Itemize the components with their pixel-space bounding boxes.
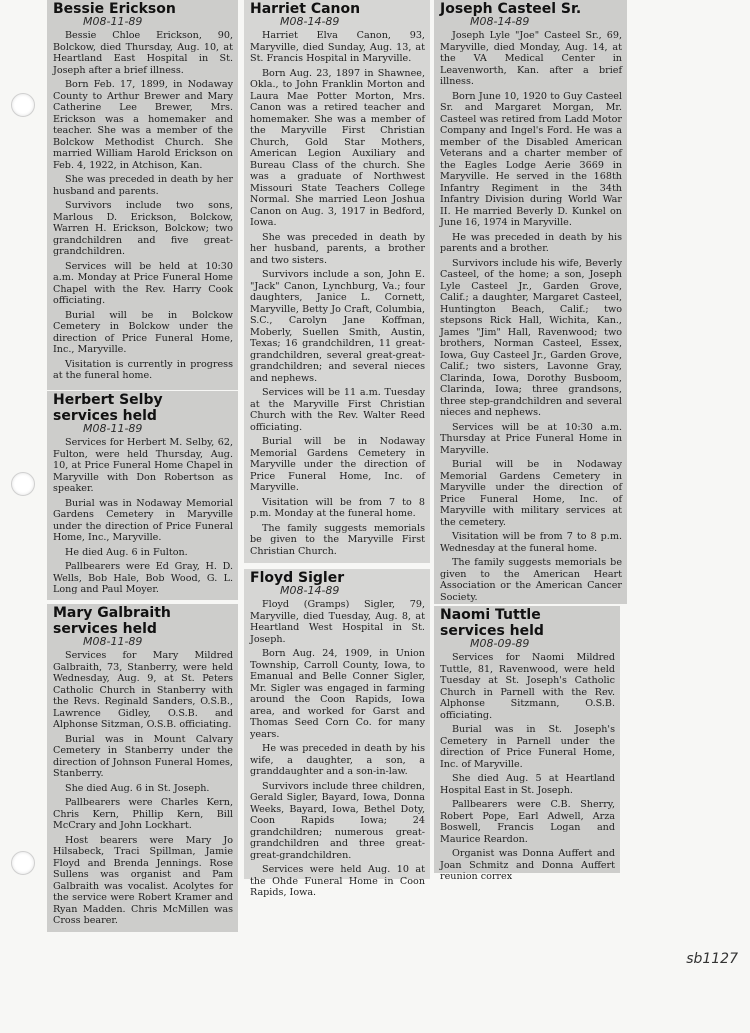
binder-hole: [11, 472, 35, 496]
paragraph: Born June 10, 1920 to Guy Casteel Sr. and Margaret Morgan, Mr. Casteel was retired from Ladd Motor Company and Ingel's Ford. He was a member of the Disabled American Veterans and a charter member of the Eagles Lodge Aerie 3669 in Maryville. He served in the 168th Infantry Regiment in the 34th Infantry Division during World War II. He married Beverly D. Kunkel on June 16, 1974 in Maryville.: [440, 90, 622, 228]
paragraph: He was preceded in death by his wife, a daughter, a son, a granddaughter and a son-in-law.: [250, 743, 425, 777]
obituary-bessie-erickson: [47, 0, 238, 390]
paragraph: Bessie Chloe Erickson, 90, Bolckow, died Thursday, Aug. 10, at Heartland East Hospital in St. Joseph after a brief illness.: [53, 30, 233, 76]
paragraph: Born Aug. 23, 1897 in Shawnee, Okla., to John Franklin Morton and Laura Mae Potter Morton, Mrs. Canon was a retired teacher and homemaker. She was a member of the Maryville First Christian Church, Gold Star Mothers, American Legion Auxiliary and Bureau Class of the church. She was a graduate of Northwest Missouri State Teachers College Normal. She married Leon Joshua Canon on Aug. 3, 1917 in Bedford, Iowa.: [250, 67, 425, 228]
obituary-joseph-casteel: [434, 0, 627, 604]
obituary-body: [440, 652, 615, 883]
obituary-floyd-sigler: [244, 569, 430, 898]
paragraph: Harriet Elva Canon, 93, Maryville, died Sunday, Aug. 13, at St. Francis Hospital in Maryville.: [250, 30, 425, 64]
obituary-body: [250, 30, 425, 557]
handwritten-archive-number: sb1127: [686, 951, 738, 967]
obituary-title: Herbert Selby: [53, 392, 163, 408]
obituary-subtitle: services held: [440, 623, 544, 639]
obituary-title: Naomi Tuttle: [440, 607, 541, 623]
paragraph: Burial was in Nodaway Memorial Gardens Cemetery in Maryville under the direction of Price Funeral Home, Inc., Maryville.: [53, 497, 233, 543]
paragraph: The family suggests memorials be given to the American Heart Association or the American Cancer Society.: [440, 557, 622, 603]
paragraph: Burial will be in Nodaway Memorial Gardens Cemetery in Maryville under the direction of Price Funeral Home, Inc. of Maryville.: [250, 436, 425, 493]
obituary-mary-galbraith: [47, 604, 238, 932]
obituary-body: [250, 599, 425, 899]
paragraph: Services will be held at 10:30 a.m. Monday at Price Funeral Home Chapel with the Rev. Harry Cook officiating.: [53, 260, 233, 306]
paragraph: Burial was in St. Joseph's Cemetery in Parnell under the direction of Price Funeral Home, Inc. of Maryville.: [440, 724, 615, 770]
paragraph: She died Aug. 5 at Heartland Hospital East in St. Joseph.: [440, 773, 615, 796]
obituary-harriet-canon: [244, 0, 430, 563]
paragraph: He died Aug. 6 in Fulton.: [65, 546, 188, 558]
handwritten-date-note: M08-14-89: [280, 584, 340, 597]
handwritten-date-note: M08-11-89: [83, 422, 143, 435]
handwritten-date-note: M08-11-89: [83, 15, 143, 28]
paragraph: Pallbearers were Charles Kern, Chris Kern, Phillip Kern, Bill McCrary and John Lockhart.: [53, 797, 233, 831]
paragraph: The family suggests memorials be given to the Maryville First Christian Church.: [250, 522, 425, 557]
paragraph: Born Feb. 17, 1899, in Nodaway County to Arthur Brewer and Mary Catherine Lee Brewer, Mrs. Erickson was a homemaker and teacher. She was a member of the Bolckow Methodist Church. She married William Harold Erickson on Feb. 4, 1922, in Atchison, Kan.: [53, 79, 233, 171]
paragraph: Survivors include three children, Gerald Sigler, Bayard, Iowa, Donna Weeks, Bayard, Iowa, Bethel Doty, Coon Rapids Iowa; 24 grandchildren; numerous great-grandchildren and three great-great-grandchildren.: [250, 780, 425, 861]
paragraph: Survivors include two sons, Marlous D. Erickson, Bolckow, Warren H. Erickson, Bolckow; two grandchildren and five great-grandchildren.: [53, 200, 233, 257]
paragraph: Pallbearers were Ed Gray, H. D. Wells, Bob Hale, Bob Wood, G. L. Long and Paul Moyer.: [53, 561, 233, 595]
paragraph: She died Aug. 6 in St. Joseph.: [65, 782, 210, 794]
obituary-title: Harriet Canon: [250, 1, 361, 17]
paragraph: Services will be at 10:30 a.m. Thursday at Price Funeral Home in Maryville.: [440, 421, 622, 456]
handwritten-date-note: M08-14-89: [280, 15, 340, 28]
obituary-naomi-tuttle: [434, 606, 620, 882]
binder-hole: [11, 93, 35, 117]
paragraph: Burial will be in Bolckow Cemetery in Bolckow under the direction of Price Funeral Home, Inc., Maryville.: [53, 309, 233, 355]
paragraph: Host bearers were Mary Jo Hilsabeck, Traci Spillman, Jamie Floyd and Brenda Jennings. Rose Sullens was organist and Pam Galbraith was vocalist. Acolytes for the service were Robert Kramer and Ryan Madden. Chris McMillen was Cross bearer.: [53, 834, 233, 926]
obituary-title: Bessie Erickson: [53, 1, 176, 17]
paragraph: He was preceded in death by his parents and a brother.: [440, 231, 622, 254]
obituary-body: [53, 437, 233, 596]
obituary-body: [53, 650, 233, 927]
paragraph: Burial was in Mount Calvary Cemetery in Stanberry under the direction of Johnson Funeral Homes, Stanberry.: [53, 733, 233, 779]
paragraph: Pallbearers were C.B. Sherry, Robert Pope, Earl Adwell, Arza Boswell, Francis Logan and Maurice Reardon.: [440, 799, 615, 845]
obituary-body: [440, 30, 622, 603]
handwritten-date-note: M08-11-89: [83, 635, 143, 648]
paragraph: Visitation will be from 7 to 8 p.m. Wednesday at the funeral home.: [440, 531, 622, 554]
handwritten-date-note: M08-14-89: [470, 15, 530, 28]
paragraph: Services for Mary Mildred Galbraith, 73, Stanberry, were held Wednesday, Aug. 9, at St. Peters Catholic Church in Stanberry with the Revs. Reginald Sanders, O.S.B., Lawrence Gidley, O.S.B. and Alphonse Sitzman, O.S.B. officiating.: [53, 650, 233, 730]
paragraph: Survivors include his wife, Beverly Casteel, of the home; a son, Joseph Lyle Casteel Jr., Garden Grove, Calif.; a daughter, Margaret Casteel, Huntington Beach, Calif.; two stepsons Rick Hall, Wichita, Kan., James "Jim" Hall, Ravenwood; two brothers, Norman Casteel, Essex, Iowa, Guy Casteel Jr., Garden Grove, Calif.; two sisters, Lavonne Gray, Clarinda, Iowa, Dorothy Busboom, Clarinda, Iowa; three grandsons, three step-grandchildren and several nieces and nephews.: [440, 257, 622, 418]
obituary-title: Floyd Sigler: [250, 570, 345, 586]
obituary-body: [53, 30, 233, 382]
paragraph: Survivors include a son, John E. "Jack" Canon, Lynchburg, Va.; four daughters, Janice L. Cornett, Maryville, Betty Jo Craft, Columbia, S.C., Carolyn Jane Koffman, Moberly, Suellen Smith, Austin, Texas; 16 grandchildren, 11 great-grandchildren, several great-great-grandchildren; and several nieces and nephews.: [250, 269, 425, 384]
paragraph: Joseph Lyle "Joe" Casteel Sr., 69, Maryville, died Monday, Aug. 14, at the VA Medical Center in Leavenworth, Kan. after a brief illness.: [440, 30, 622, 87]
obituary-title: Joseph Casteel Sr.: [440, 1, 582, 17]
paragraph: She was preceded in death by her husband and parents.: [53, 174, 233, 197]
binder-hole: [11, 851, 35, 875]
obituary-subtitle: services held: [53, 408, 157, 424]
paragraph: Burial will be in Nodaway Memorial Gardens Cemetery in Maryville under the direction of Price Funeral Home, Inc. of Maryville with military services at the cemetery.: [440, 459, 622, 528]
obituary-herbert-selby: [47, 391, 238, 600]
handwritten-date-note: M08-09-89: [470, 637, 530, 650]
paragraph: Services for Naomi Mildred Tuttle, 81, Ravenwood, were held Tuesday at St. Joseph's Catholic Church in Parnell with the Rev. Alphonse Sitzmann, O.S.B. officiating.: [440, 652, 615, 721]
paragraph: Organist was Donna Auffert and Joan Schmitz and Donna Auffert reunion correx: [440, 848, 615, 882]
paragraph: Services will be 11 a.m. Tuesday at the Maryville First Christian Church with the Rev. Walter Reed officiating.: [250, 387, 425, 433]
paragraph: Visitation will be from 7 to 8 p.m. Monday at the funeral home.: [250, 496, 425, 519]
paragraph: Floyd (Gramps) Sigler, 79, Maryville, died Tuesday, Aug. 8, at Heartland West Hospital in St. Joseph.: [250, 599, 425, 645]
obituary-subtitle: services held: [53, 621, 157, 637]
paragraph: She was preceded in death by her husband, parents, a brother and two sisters.: [250, 231, 425, 266]
paragraph: Services were held Aug. 10 at the Ohde Funeral Home in Coon Rapids, Iowa.: [250, 864, 425, 898]
paragraph: Visitation is currently in progress at the funeral home.: [53, 358, 233, 381]
obituary-title: Mary Galbraith: [53, 605, 171, 621]
paragraph: Born Aug. 24, 1909, in Union Township, Carroll County, Iowa, to Emanual and Belle Conner Sigler, Mr. Sigler was engaged in farming around the Coon Rapids, Iowa area, and worked for Garst and Thomas Seed Corn Co. for many years.: [250, 648, 425, 740]
paragraph: Services for Herbert M. Selby, 62, Fulton, were held Thursday, Aug. 10, at Price Funeral Home Chapel in Maryville with Don Robertson as speaker.: [53, 437, 233, 494]
